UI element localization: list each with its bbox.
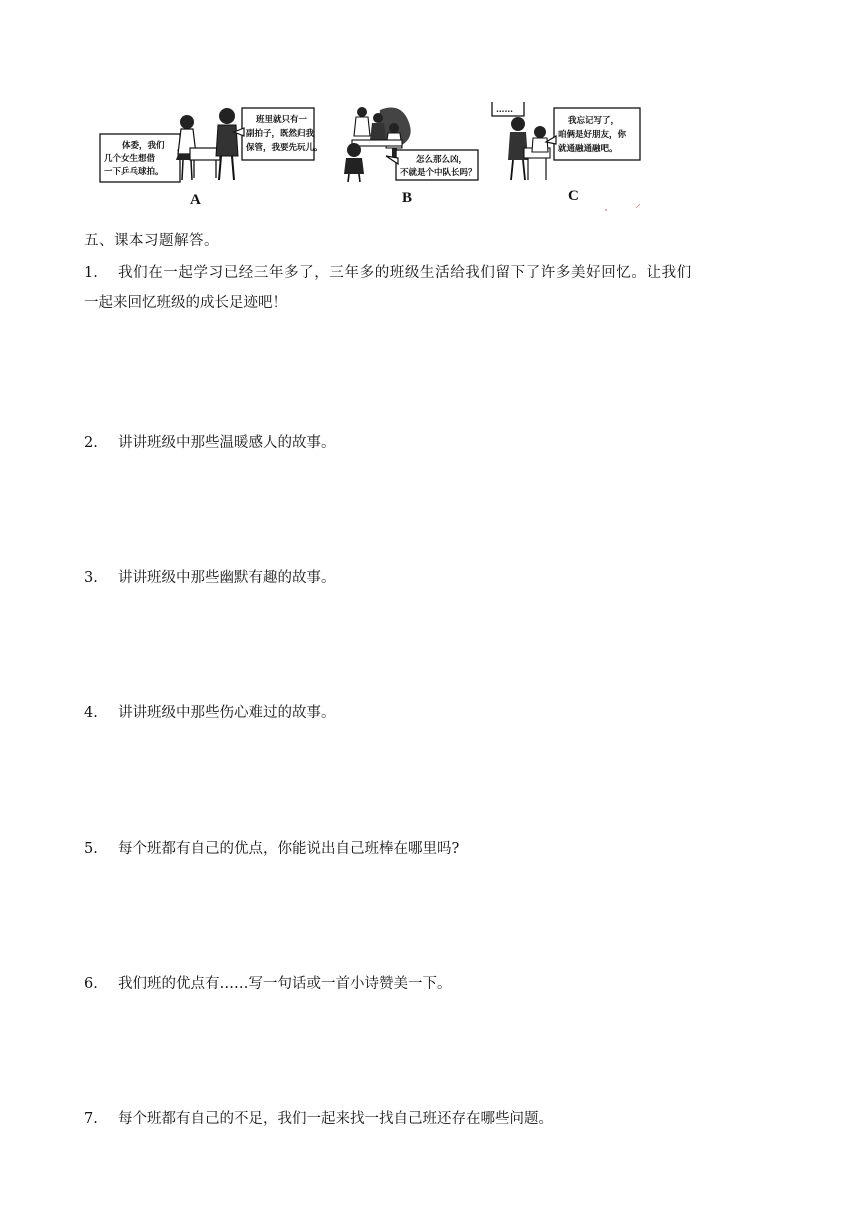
comic-illustration — [90, 98, 650, 216]
panel-a-label: A — [190, 192, 201, 208]
panel-a-left-line-3: 一下乒乓球拍。 — [104, 167, 164, 177]
panel-c-label: C — [568, 188, 579, 204]
section-title: 五、课本习题解答。 — [84, 233, 219, 249]
question-3-number: 3. — [84, 570, 98, 586]
question-1-number: 1. — [84, 265, 98, 281]
question-4-text: 讲讲班级中那些伤心难过的故事。 — [118, 705, 336, 721]
question-5 — [84, 834, 796, 864]
panel-a-left-line-1: 体委，我们 — [122, 141, 165, 151]
question-5-text: 每个班都有自己的优点，你能说出自己班棒在哪里吗? — [118, 841, 460, 857]
question-1-line-2: 一起来回忆班级的成长足迹吧！ — [84, 295, 287, 311]
question-6-number: 6. — [84, 976, 98, 992]
panel-c-top-bubble: …… — [496, 105, 513, 115]
question-2-number: 2. — [84, 435, 98, 451]
question-4 — [84, 698, 796, 728]
panel-a-left-line-2: 几个女生想借 — [104, 154, 156, 164]
panel-c-right-line-1: 我忘记写了， — [568, 116, 620, 126]
panel-b-line-1: 怎么那么凶， — [416, 155, 468, 165]
comic-panel-c — [492, 102, 640, 211]
question-7-number: 7. — [84, 1111, 98, 1127]
comic-panel-b — [344, 107, 478, 206]
question-5-number: 5. — [84, 841, 98, 857]
question-6 — [84, 969, 796, 999]
panel-b-line-2: 不就是个中队长吗？ — [400, 168, 477, 178]
question-3-text: 讲讲班级中那些幽默有趣的故事。 — [118, 570, 336, 586]
panel-a-right-line-1: 班里就只有一 — [256, 115, 308, 125]
question-7 — [84, 1104, 796, 1134]
question-7-text: 每个班都有自己的不足，我们一起来找一找自己班还存在哪些问题。 — [118, 1111, 553, 1127]
question-6-text: 我们班的优点有……写一句话或一首小诗赞美一下。 — [118, 976, 452, 992]
panel-b-label: B — [402, 190, 413, 206]
panel-a-right-line-2: 副拍子，既然归我 — [246, 129, 315, 139]
panel-a-right-line-3: 保管，我要先玩儿。 — [246, 143, 323, 153]
question-1-line-1: 我们在一起学习已经三年多了，三年多的班级生活给我们留下了许多美好回忆。让我们 — [118, 265, 692, 281]
question-1 — [84, 258, 796, 318]
question-2-text: 讲讲班级中那些温暖感人的故事。 — [118, 435, 336, 451]
question-2 — [84, 428, 796, 458]
comic-panel-a — [100, 108, 323, 208]
question-3 — [84, 563, 796, 593]
panel-c-right-line-2: 咱俩是好朋友，你 — [558, 130, 627, 140]
question-4-number: 4. — [84, 705, 98, 721]
panel-c-right-line-3: 就通融通融吧。 — [558, 144, 618, 154]
